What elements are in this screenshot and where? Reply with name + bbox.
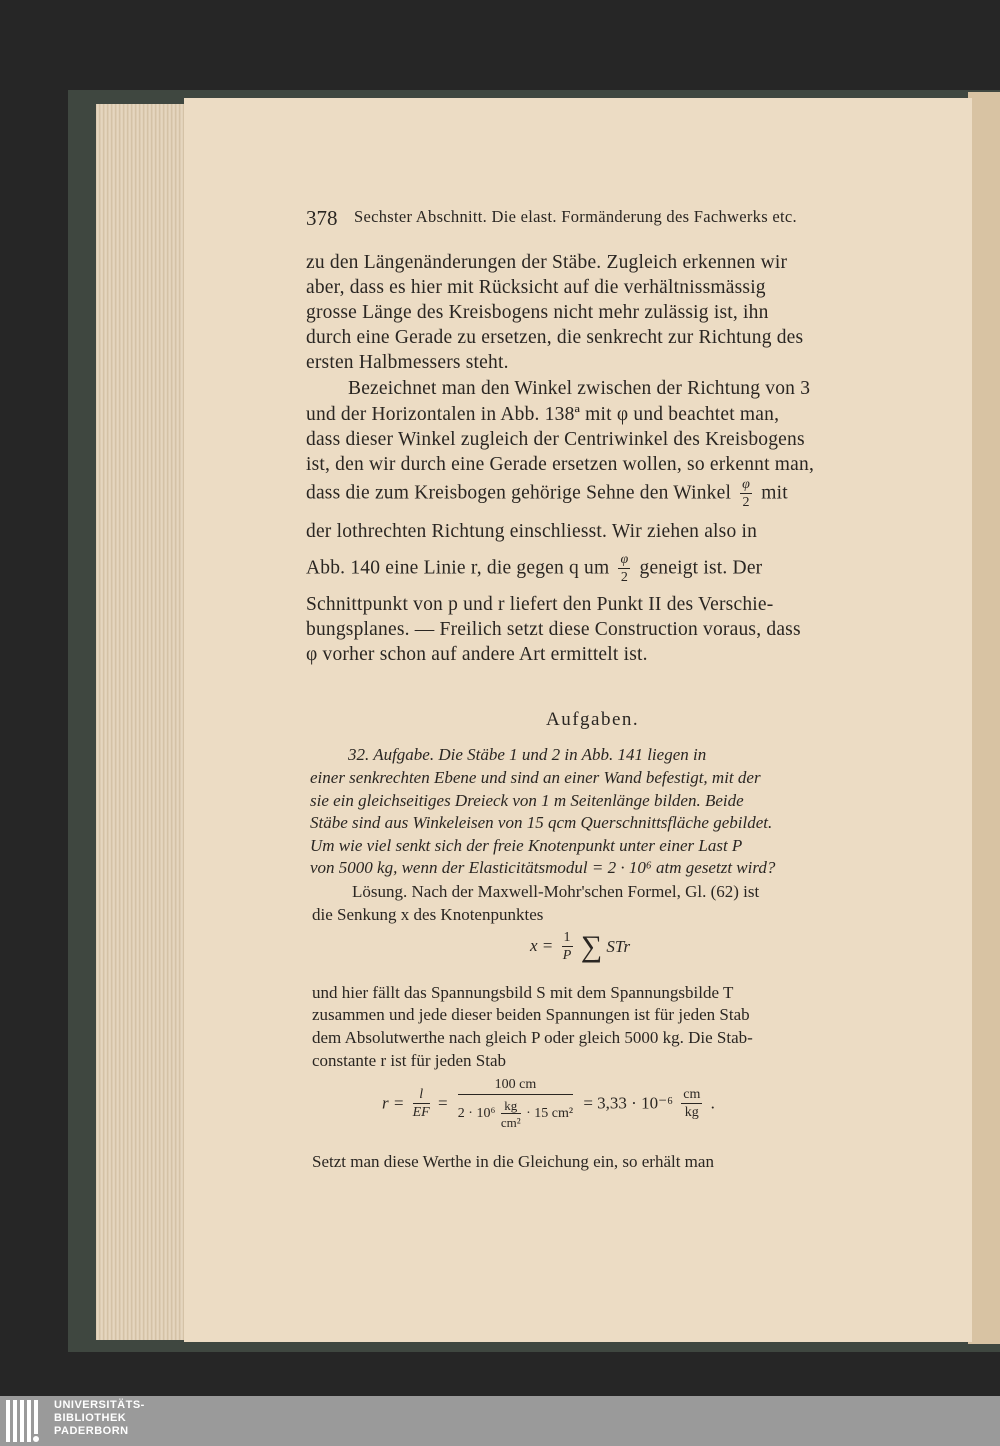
paragraph2-line7: [306, 553, 762, 585]
paragraph1-line3: grosse Länge des Kreisbogens nicht mehr zulässig ist, ihn: [306, 302, 769, 323]
aufgabe-line2: einer senkrechten Ebene und sind an einer Wand befestigt, mit der: [310, 768, 761, 787]
page-number: 378: [306, 206, 338, 230]
paragraph2-line5: [306, 478, 788, 510]
formula-senkung: [530, 930, 630, 964]
paragraph1-line5: ersten Halbmessers steht.: [306, 352, 509, 373]
sum-symbol: ∑: [580, 930, 603, 963]
loesung-after-line3: dem Absolutwerthe nach gleich P oder gleich 5000 kg. Die Stab-: [312, 1028, 753, 1047]
library-logo-icon: [6, 1400, 46, 1442]
loesung-after-line1: und hier fällt das Spannungsbild S mit dem Spannungsbilde T: [312, 983, 734, 1002]
formula2-result: = 3,33 · 10⁻⁶: [583, 1093, 673, 1113]
paragraph1-line1: zu den Längenänderungen der Stäbe. Zugleich erkennen wir: [306, 252, 788, 273]
phi-half-fraction: $\frac{\varphi}{2}$: [742, 477, 751, 510]
formula1-lhs: x =: [530, 935, 554, 955]
loesung-last-line: Setzt man diese Werthe in die Gleichung ein, so erhält man: [312, 1152, 714, 1171]
aufgabe-line5: Um wie viel senkt sich der freie Knotenpunkt unter einer Last P: [310, 836, 743, 855]
aufgabe-line3: sie ein gleichseitiges Dreieck von 1 m Seitenlänge bilden. Beide: [310, 791, 744, 810]
footer-bar: [0, 1396, 1000, 1446]
paragraph2-line2: und der Horizontalen in Abb. 138ª mit φ und beachtet man,: [306, 404, 780, 425]
loesung-line1: Lösung. Nach der Maxwell-Mohr'schen Formel, Gl. (62) ist: [352, 882, 760, 901]
formula-stabconstante: [382, 1078, 715, 1129]
running-title: Sechster Abschnitt. Die elast. Formänderung des Fachwerks etc.: [354, 207, 797, 226]
formula2-fraction2: 100 cm 2 · 10⁶ $\frac{kg}{\text{cm²}}$ · 15 cm²: [457, 1077, 574, 1130]
paragraph1-line2: aber, dass es hier mit Rücksicht auf die verhältnissmässig: [306, 277, 766, 298]
section-heading: Aufgaben.: [546, 709, 640, 730]
aufgabe-line6: von 5000 kg, wenn der Elasticitätsmodul = 2 · 10⁶ atm gesetzt wird?: [310, 858, 776, 877]
loesung-after-line4: constante r ist für jeden Stab: [312, 1051, 507, 1070]
phi-half-fraction-2: $\frac{\varphi}{2}$: [620, 552, 629, 585]
paragraph2-line7-before: Abb. 140 eine Linie r, die gegen q um: [306, 557, 610, 579]
formula1-fraction: $\frac{1}{P}$: [562, 930, 572, 963]
paragraph2-line8: Schnittpunkt von p und r liefert den Punkt II des Verschie-: [306, 594, 774, 615]
formula2-equals: =: [437, 1093, 448, 1113]
formula2-end: .: [710, 1093, 715, 1113]
paragraph2-line9: bungsplanes. — Freilich setzt diese Construction voraus, dass: [306, 619, 801, 640]
paragraph2-line5-after: mit: [761, 482, 788, 504]
library-logo-text: UNIVERSITÄTS- BIBLIOTHEK PADERBORN: [54, 1399, 145, 1437]
page-edges: [96, 104, 188, 1340]
aufgabe-line4: Stäbe sind aus Winkeleisen von 15 qcm Querschnittsfläche gebildet.: [310, 813, 773, 832]
formula2-lhs: r =: [382, 1093, 405, 1113]
paragraph1-line4: durch eine Gerade zu ersetzen, die senkrecht zur Richtung des: [306, 327, 804, 348]
loesung-after-line2: zusammen und jede dieser beiden Spannungen ist für jeden Stab: [312, 1005, 750, 1024]
loesung-line2: die Senkung x des Knotenpunktes: [312, 905, 544, 924]
paragraph2-line7-after: geneigt ist. Der: [639, 557, 763, 579]
formula2-unit: $\frac{cm}{kg}$: [683, 1086, 701, 1120]
formula1-term: STr: [606, 937, 631, 956]
paragraph2-line4: ist, den wir durch eine Gerade ersetzen wollen, so erkennt man,: [306, 454, 815, 475]
paragraph2-line3: dass dieser Winkel zugleich der Centriwinkel des Kreisbogens: [306, 429, 805, 450]
formula2-fraction1: $\frac{l}{EF}$: [412, 1086, 430, 1120]
paragraph2-line5-before: dass die zum Kreisbogen gehörige Sehne den Winkel: [306, 482, 732, 504]
paragraph2-line10: φ vorher schon auf andere Art ermittelt ist.: [306, 644, 648, 665]
right-page-edge: [968, 92, 1000, 1344]
paragraph2-line6: der lothrechten Richtung einschliesst. Wir ziehen also in: [306, 521, 758, 542]
aufgabe-line1: 32. Aufgabe. Die Stäbe 1 und 2 in Abb. 141 liegen in: [348, 745, 707, 764]
paragraph2-line1: Bezeichnet man den Winkel zwischen der Richtung von 3: [348, 378, 811, 399]
